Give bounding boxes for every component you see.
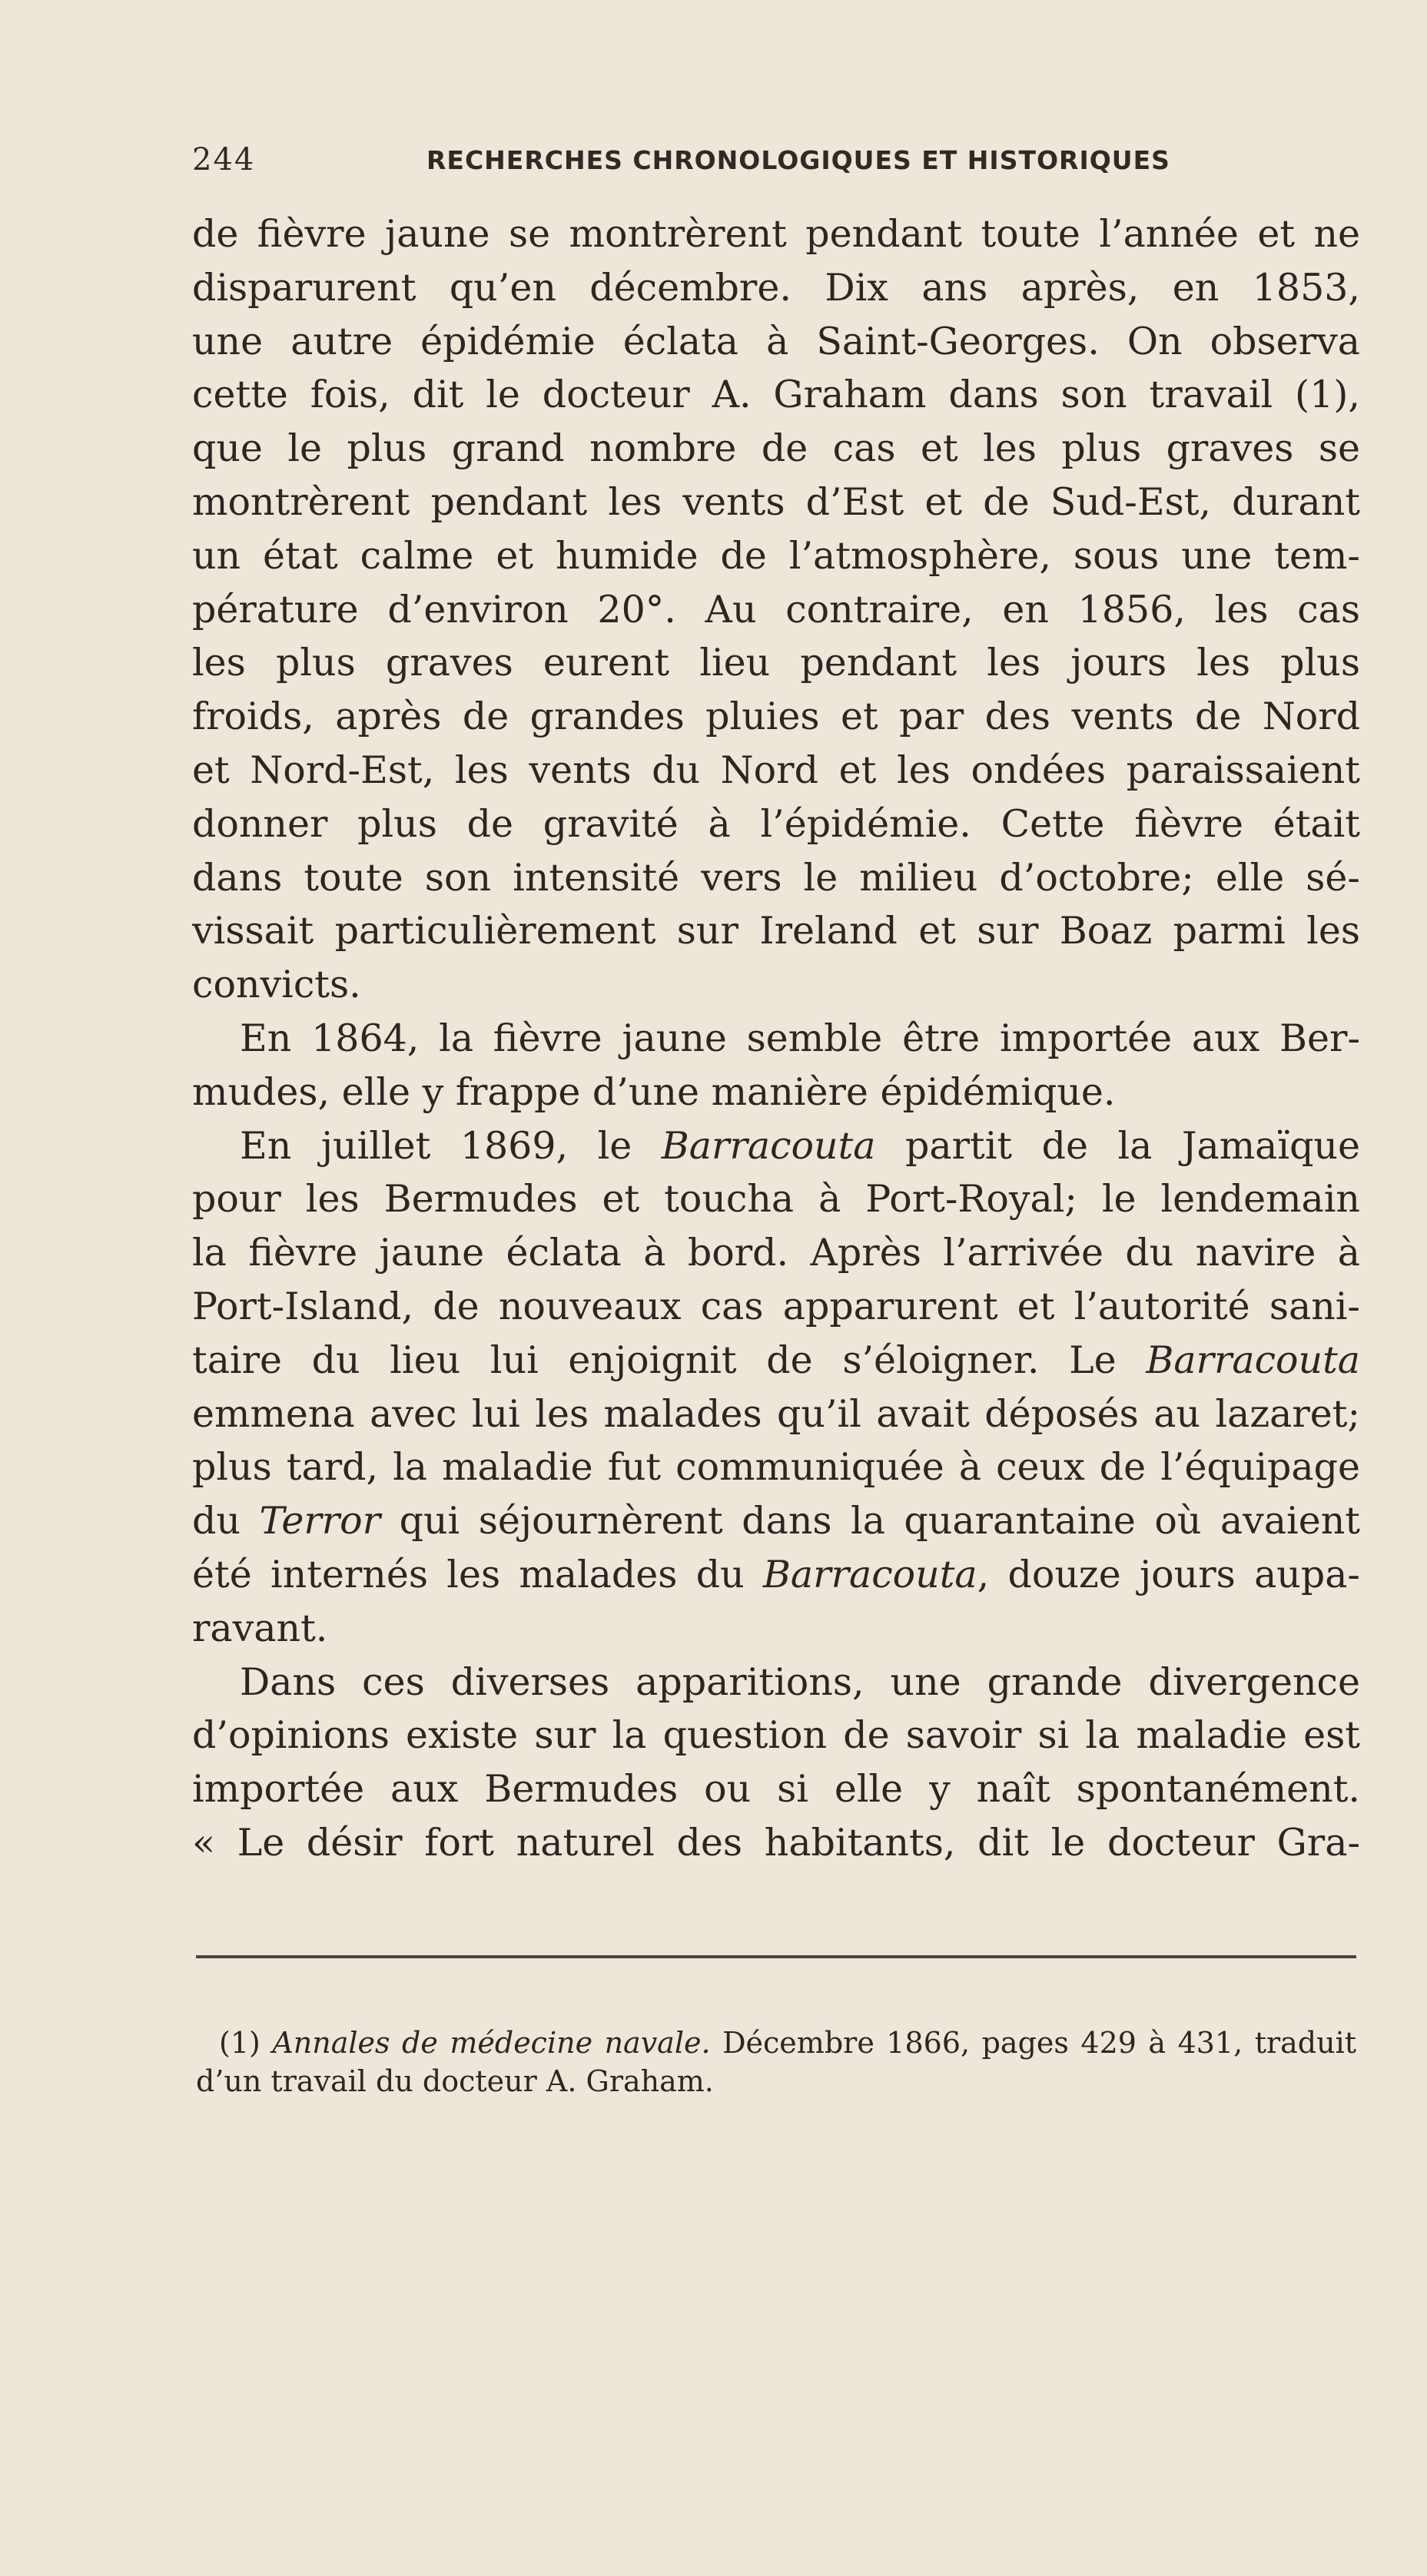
text-line: pour les Bermudes et toucha à Port-Royal; le lendemain bbox=[192, 1177, 1360, 1222]
text-line: pérature d’environ 20°. Au contraire, en 1856, les cas bbox=[192, 587, 1360, 632]
footnote-title: Annales de médecine navale. bbox=[272, 2026, 711, 2060]
text-line: froids, après de grandes pluies et par des vents de Nord bbox=[192, 695, 1360, 739]
text-line bbox=[192, 1119, 1360, 1173]
page-header bbox=[192, 142, 1206, 188]
text-line bbox=[192, 1548, 1360, 1602]
page-number: 244 bbox=[192, 142, 256, 177]
text-line: cette fois, dit le docteur A. Graham dans son travail (1), bbox=[192, 373, 1360, 417]
body-text bbox=[192, 207, 1360, 1870]
text-fragment: taire du lieu lui enjoignit de s’éloigner. Le bbox=[192, 1338, 1147, 1382]
text-line: de fièvre jaune se montrèrent pendant toute l’année et ne bbox=[192, 212, 1360, 256]
footnote bbox=[196, 2024, 1356, 2100]
text-fragment: qui séjournèrent dans la quarantaine où avaient bbox=[380, 1499, 1360, 1543]
text-line bbox=[192, 1494, 1360, 1548]
footnote-marker: (1) bbox=[219, 2026, 273, 2060]
text-line: et Nord-Est, les vents du Nord et les ondées paraissaient bbox=[192, 748, 1360, 792]
text-line: ravant. bbox=[192, 1606, 328, 1650]
running-head: RECHERCHES CHRONOLOGIQUES ET HISTORIQUES bbox=[426, 145, 1170, 175]
ship-name: Barracouta bbox=[762, 1552, 977, 1596]
text-line: la fièvre jaune éclata à bord. Après l’arrivée du navire à bbox=[192, 1231, 1360, 1275]
text-line: d’opinions existe sur la question de savoir si la maladie est bbox=[192, 1713, 1360, 1758]
text-line: vissait particulièrement sur Ireland et sur Boaz parmi les bbox=[192, 909, 1360, 953]
ship-name: Barracouta bbox=[1146, 1338, 1360, 1382]
text-line: donner plus de gravité à l’épidémie. Cette fièvre était bbox=[192, 801, 1360, 846]
text-line: convicts. bbox=[192, 963, 361, 1007]
text-fragment: En juillet 1869, le bbox=[240, 1123, 662, 1168]
text-line: mudes, elle y frappe d’une manière épidémique. bbox=[192, 1069, 1116, 1114]
text-line: une autre épidémie éclata à Saint-Georges. On observa bbox=[192, 319, 1360, 363]
footnote-text: Décembre 1866, pages 429 à 431, traduit bbox=[710, 2026, 1356, 2060]
text-line: Port-Island, de nouveaux cas apparurent et l’autorité sani- bbox=[192, 1284, 1360, 1328]
text-fragment: partit de la Jamaïque bbox=[875, 1123, 1360, 1168]
footnote-rule bbox=[196, 1955, 1356, 1958]
text-line: importée aux Bermudes ou si elle y naît spontanément. bbox=[192, 1767, 1360, 1812]
text-line: dans toute son intensité vers le milieu d’octobre; elle sé- bbox=[192, 855, 1360, 900]
footnote-line: d’un travail du docteur A. Graham. bbox=[196, 2064, 714, 2098]
text-line: montrèrent pendant les vents d’Est et de Sud-Est, durant bbox=[192, 479, 1360, 524]
text-line bbox=[192, 1334, 1360, 1387]
text-line: emmena avec lui les malades qu’il avait déposés au lazaret; bbox=[192, 1391, 1360, 1436]
text-line: un état calme et humide de l’atmosphère, sous une tem- bbox=[192, 533, 1360, 578]
text-fragment: , douze jours aupa- bbox=[977, 1552, 1360, 1596]
ship-name: Barracouta bbox=[661, 1123, 876, 1168]
text-line: les plus graves eurent lieu pendant les jours les plus bbox=[192, 641, 1360, 685]
text-line: Dans ces diverses apparitions, une grande divergence bbox=[240, 1659, 1360, 1704]
text-line: « Le désir fort naturel des habitants, dit le docteur Gra- bbox=[192, 1820, 1360, 1865]
text-fragment: du bbox=[192, 1499, 260, 1543]
text-line: que le plus grand nombre de cas et les plus graves se bbox=[192, 426, 1360, 471]
text-line: plus tard, la maladie fut communiquée à ceux de l’équipage bbox=[192, 1445, 1360, 1490]
ship-name: Terror bbox=[259, 1499, 381, 1543]
text-line: En 1864, la fièvre jaune semble être importée aux Ber- bbox=[240, 1016, 1360, 1060]
footnote-line bbox=[196, 2024, 1356, 2062]
text-fragment: été internés les malades du bbox=[192, 1552, 763, 1596]
text-line: disparurent qu’en décembre. Dix ans après, en 1853, bbox=[192, 265, 1360, 310]
